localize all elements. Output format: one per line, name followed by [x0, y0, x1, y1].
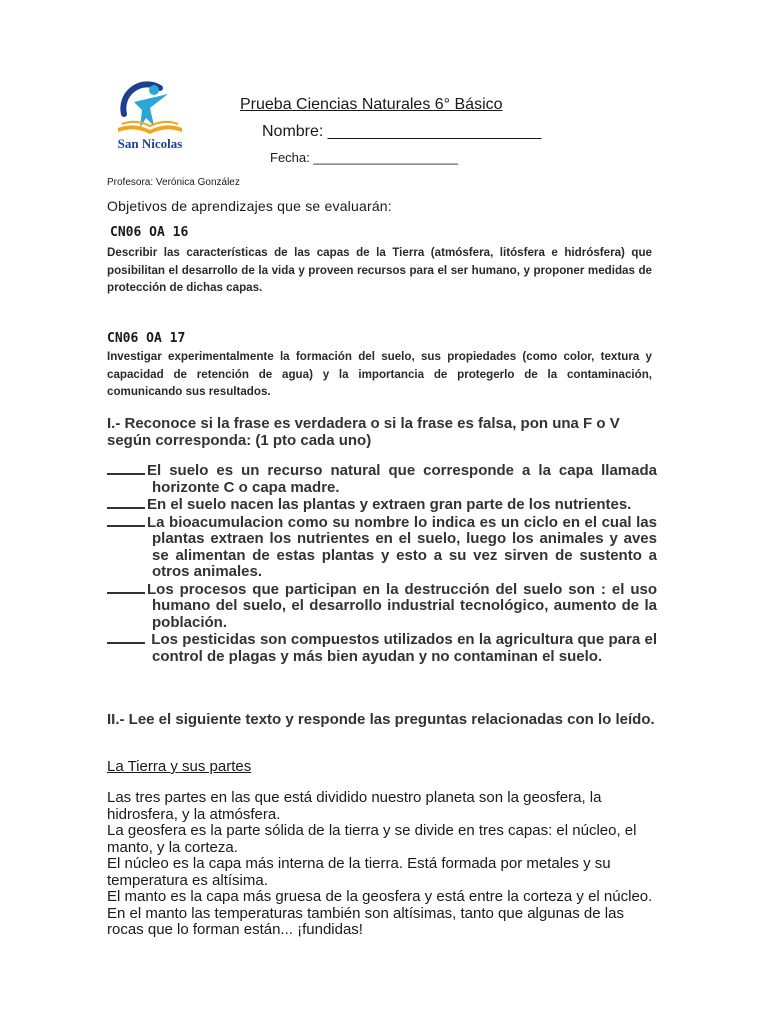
item-text: En el suelo nacen las plantas y extraen gran parte de los nutrientes. — [147, 496, 632, 513]
list-item — [107, 631, 657, 665]
objective-code: CN06 OA 16 — [110, 225, 189, 240]
paragraph: Las tres partes en las que está dividido nuestro planeta son la geosfera, la hidrosfera, y la atmósfera. — [107, 789, 602, 823]
school-logo-icon — [110, 80, 190, 138]
objective-code: CN06 OA 17 — [107, 331, 186, 346]
paragraph: El núcleo es la capa más interna de la tierra. Está formada por metales y su temperatura es altísima. — [107, 855, 611, 889]
objective-description: Investigar experimentalmente la formación del suelo, sus propiedades (como color, textura y capacidad de retención de agua) y la importancia de protegerlo de la contaminación, comunicando sus resultados. — [107, 350, 652, 398]
list-item — [107, 514, 657, 581]
item-text: La bioacumulacion como su nombre lo indica es un ciclo en el cual las plantas extraen los nutrientes en el suelo, luego los animales y aves se alimentan de estas plantas y esto a su vez sirven de sustento a otros animales. — [147, 513, 657, 580]
school-logo — [110, 80, 190, 152]
objective-description: Describir las características de las capas de la Tierra (atmósfera, litósfera e hidrósfera) que posibilitan el desarrollo de la vida y proveen recursos para el ser humano, y proponer medidas de protección de dichas capas. — [107, 246, 652, 294]
item-text: Los procesos que participan en la destrucción del suelo son : el uso humano del suelo, el desarrollo industrial tecnológico, aumento de la población. — [147, 580, 657, 631]
date-field[interactable]: Fecha: ____________________ — [270, 150, 458, 165]
true-false-list — [107, 462, 657, 665]
paragraph: La geosfera es la parte sólida de la tierra y se divide en tres capas: el núcleo, el manto, y la corteza. — [107, 822, 637, 856]
objectives-heading: Objetivos de aprendizajes que se evaluarán: — [107, 198, 392, 214]
item-text: El suelo es un recurso natural que corresponde a la capa llamada horizonte C o capa madre. — [147, 462, 657, 496]
section-1-instruction: I.- Reconoce si la frase es verdadera o si la frase es falsa, pon una F o V según corresponda: (1 pto cada uno) — [107, 415, 620, 449]
reading-text — [107, 790, 662, 939]
paragraph: El manto es la capa más gruesa de la geosfera y está entre la corteza y el núcleo. En el manto las temperaturas también son altísimas, tanto que algunas de las rocas que lo forman están... ¡fundidas! — [107, 888, 653, 938]
item-text: Los pesticidas son compuestos utilizados en la agricultura que para el control de plagas y más bien ayudan y no contaminan el suelo. — [147, 631, 657, 665]
answer-blank[interactable] — [107, 581, 145, 594]
section-2-instruction: II.- Lee el siguiente texto y responde las preguntas relacionadas con lo leído. — [107, 711, 655, 728]
page-title: Prueba Ciencias Naturales 6° Básico — [240, 96, 503, 113]
list-item — [107, 581, 657, 632]
answer-blank[interactable] — [107, 514, 145, 527]
list-item — [107, 496, 657, 514]
answer-blank[interactable] — [107, 496, 145, 509]
answer-blank[interactable] — [107, 631, 145, 644]
school-name: San Nicolas — [117, 136, 183, 151]
answer-blank[interactable] — [107, 462, 145, 475]
list-item — [107, 462, 657, 496]
name-field[interactable]: Nombre: ________________________ — [262, 123, 542, 140]
reading-title: La Tierra y sus partes — [107, 758, 252, 775]
teacher-name: Profesora: Verónica González — [107, 177, 240, 188]
